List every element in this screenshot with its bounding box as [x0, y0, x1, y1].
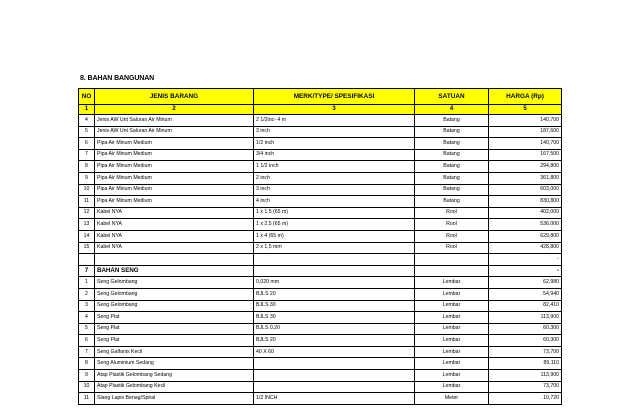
price-table: [78, 88, 562, 405]
cell-satuan: Lembar: [415, 370, 489, 382]
cell-harga: 82,410: [489, 300, 562, 312]
cell-no: 5: [79, 323, 95, 335]
cell-jenis-barang: Pipa Air Minum Medium: [95, 184, 254, 196]
cell-no: 1: [79, 277, 95, 289]
cell-no: 15: [79, 242, 95, 254]
table-row: [79, 323, 562, 335]
cell-satuan: Batang: [415, 184, 489, 196]
cell-satuan: Batang: [415, 115, 489, 127]
cell-merk: 1/2 inch: [254, 138, 415, 150]
cell-harga: 140,700: [489, 138, 562, 150]
header-merk: MERK/TYPE/ SPESIFIKASI: [254, 89, 415, 105]
cell-harga: 830,800: [489, 196, 562, 208]
cell-jenis-barang: Seng Plat: [95, 323, 254, 335]
cell-no: 10: [79, 381, 95, 393]
table-row: [79, 381, 562, 393]
cell-satuan: Rool: [415, 219, 489, 231]
cell-satuan: Lembar: [415, 381, 489, 393]
column-index-row: [79, 105, 562, 115]
table-row: [79, 346, 562, 358]
cell-jenis-barang: Seng Aluminium Sedang: [95, 358, 254, 370]
table-row: [79, 196, 562, 208]
cell-satuan: Batang: [415, 149, 489, 161]
cell-harga: 603,000: [489, 184, 562, 196]
header-no: NO: [79, 89, 95, 105]
cell-jenis-barang: Jenis AW Unt Saluran Air Minum: [95, 126, 254, 138]
cell-harga: 89,110: [489, 358, 562, 370]
cell-merk: 2 x 1,5 mm: [254, 242, 415, 254]
cell-harga: 361,800: [489, 172, 562, 184]
cell-satuan: [415, 265, 489, 277]
cell-satuan: Rool: [415, 207, 489, 219]
cell-no: 14: [79, 230, 95, 242]
table-row: [79, 358, 562, 370]
cell-merk: 2 inch: [254, 172, 415, 184]
cell-merk: [254, 254, 415, 266]
cell-jenis-barang: Seng Plat: [95, 335, 254, 347]
cell-no: 11: [79, 393, 95, 405]
cell-jenis-barang: Kabel NYA: [95, 207, 254, 219]
cell-merk: 3/4 inch: [254, 149, 415, 161]
cell-harga: 167,500: [489, 149, 562, 161]
table-row: [79, 230, 562, 242]
cell-merk: [254, 265, 415, 277]
cell-jenis-barang: Pipa Air Minum Medium: [95, 161, 254, 173]
cell-merk: 2 1/2inc- 4 m: [254, 115, 415, 127]
cell-jenis-barang: Seng Gelombang: [95, 277, 254, 289]
table-row: [79, 254, 562, 266]
cell-merk: 1 x 4 (65 m): [254, 230, 415, 242]
cell-no: 7: [79, 265, 95, 277]
cell-harga: 140,700: [489, 115, 562, 127]
cell-harga: 629,800: [489, 230, 562, 242]
cell-merk: BJLS 30: [254, 312, 415, 324]
cell-jenis-barang: Kabel NYA: [95, 242, 254, 254]
header-jenis-barang: JENIS BARANG: [95, 89, 254, 105]
cell-merk: BJLS 30: [254, 300, 415, 312]
cell-merk: 1 1/2 inch: [254, 161, 415, 173]
cell-harga: 428,800: [489, 242, 562, 254]
cell-no: 6: [79, 138, 95, 150]
table-row: [79, 161, 562, 173]
cell-harga: 54,940: [489, 288, 562, 300]
table-row: [79, 370, 562, 382]
cell-satuan: Lembar: [415, 312, 489, 324]
table-row: [79, 300, 562, 312]
table-row: [79, 312, 562, 324]
table-row: [79, 393, 562, 405]
cell-harga: 10,720: [489, 393, 562, 405]
table-row: [79, 172, 562, 184]
table-row: [79, 138, 562, 150]
cell-jenis-barang: Pipa Air Minum Medium: [95, 172, 254, 184]
cell-satuan: Lembar: [415, 346, 489, 358]
cell-harga: 113,900: [489, 370, 562, 382]
cell-no: 8: [79, 358, 95, 370]
cell-satuan: Lembar: [415, 288, 489, 300]
cell-merk: BJLS 20: [254, 288, 415, 300]
cell-jenis-barang: Kabel NYA: [95, 219, 254, 231]
cell-jenis-barang: Atap Plastik Gelombang Kecil: [95, 381, 254, 393]
cell-merk: 1/2 INCH: [254, 393, 415, 405]
table-row: [79, 219, 562, 231]
cell-jenis-barang: Kabel NYA: [95, 230, 254, 242]
table-row: [79, 335, 562, 347]
cell-satuan: Batang: [415, 172, 489, 184]
cell-jenis-barang: Pipa Air Minum Medium: [95, 149, 254, 161]
header-satuan: SATUAN: [415, 89, 489, 105]
cell-merk: 3 inch: [254, 126, 415, 138]
cell-jenis-barang: Atap Plastik Gelombang Sedang: [95, 370, 254, 382]
cell-satuan: Lembar: [415, 323, 489, 335]
column-index: 3: [254, 105, 415, 115]
cell-satuan: Meter: [415, 393, 489, 405]
cell-satuan: Batang: [415, 161, 489, 173]
table-row: [79, 288, 562, 300]
cell-merk: 0,020 mm: [254, 277, 415, 289]
cell-merk: [254, 370, 415, 382]
cell-no: 9: [79, 370, 95, 382]
cell-harga: 536,000: [489, 219, 562, 231]
cell-no: 7: [79, 149, 95, 161]
cell-merk: 40 X 60: [254, 346, 415, 358]
cell-harga: 73,700: [489, 381, 562, 393]
table-row: [79, 149, 562, 161]
cell-satuan: Rool: [415, 230, 489, 242]
cell-no: 4: [79, 312, 95, 324]
cell-no: 10: [79, 184, 95, 196]
cell-no: 12: [79, 207, 95, 219]
cell-jenis-barang: Seng Gelombang: [95, 288, 254, 300]
cell-no: 5: [79, 126, 95, 138]
table-row: [79, 277, 562, 289]
cell-jenis-barang: Pipa Air Minum Medium: [95, 196, 254, 208]
section-title: 8. BAHAN BANGUNAN: [80, 75, 155, 82]
cell-harga: 294,800: [489, 161, 562, 173]
cell-harga: 60,300: [489, 335, 562, 347]
cell-satuan: Lembar: [415, 300, 489, 312]
table-row: [79, 184, 562, 196]
cell-no: 4: [79, 115, 95, 127]
cell-satuan: [415, 254, 489, 266]
cell-no: 9: [79, 172, 95, 184]
cell-merk: 1 x 2,5 (65 m): [254, 219, 415, 231]
cell-jenis-barang: Seng Plat: [95, 312, 254, 324]
cell-satuan: Batang: [415, 196, 489, 208]
cell-satuan: Lembar: [415, 335, 489, 347]
table-row: [79, 207, 562, 219]
table-row: [79, 242, 562, 254]
cell-harga: 73,700: [489, 346, 562, 358]
column-index: 2: [95, 105, 254, 115]
header-harga: HARGA (Rp): [489, 89, 562, 105]
cell-harga: 113,900: [489, 312, 562, 324]
header-row: [79, 89, 562, 105]
cell-satuan: Lembar: [415, 277, 489, 289]
cell-jenis-barang: Seng Gelombang: [95, 300, 254, 312]
cell-merk: BJLS 0.20: [254, 323, 415, 335]
cell-no: [79, 254, 95, 266]
cell-no: 13: [79, 219, 95, 231]
column-index: 1: [79, 105, 95, 115]
cell-harga: 60,300: [489, 323, 562, 335]
cell-no: 8: [79, 161, 95, 173]
cell-no: 2: [79, 288, 95, 300]
table-row: [79, 265, 562, 277]
cell-jenis-barang: BAHAN SENG: [95, 265, 254, 277]
cell-merk: [254, 381, 415, 393]
cell-satuan: Batang: [415, 126, 489, 138]
cell-merk: [254, 358, 415, 370]
cell-satuan: Batang: [415, 138, 489, 150]
cell-no: 3: [79, 300, 95, 312]
column-index: 4: [415, 105, 489, 115]
cell-jenis-barang: Seng Galfanis Kecil: [95, 346, 254, 358]
cell-harga: -: [489, 254, 562, 266]
cell-merk: 4 inch: [254, 196, 415, 208]
cell-no: 6: [79, 335, 95, 347]
cell-no: 7: [79, 346, 95, 358]
cell-jenis-barang: Pipa Air Minum Medium: [95, 138, 254, 150]
column-index: 5: [489, 105, 562, 115]
cell-harga: -: [489, 265, 562, 277]
cell-harga: 187,600: [489, 126, 562, 138]
cell-satuan: Lembar: [415, 358, 489, 370]
cell-jenis-barang: Jenis AW Unt Saluran Air Minum: [95, 115, 254, 127]
table-row: [79, 126, 562, 138]
cell-jenis-barang: [95, 254, 254, 266]
cell-harga: 62,980: [489, 277, 562, 289]
cell-satuan: Rool: [415, 242, 489, 254]
cell-merk: 3 inch: [254, 184, 415, 196]
cell-jenis-barang: Slang Lapis Benag/Spiral: [95, 393, 254, 405]
cell-merk: BJLS 20: [254, 335, 415, 347]
cell-harga: 402,000: [489, 207, 562, 219]
cell-merk: 1 x 1,5 (65 m): [254, 207, 415, 219]
table-row: [79, 115, 562, 127]
cell-no: 11: [79, 196, 95, 208]
